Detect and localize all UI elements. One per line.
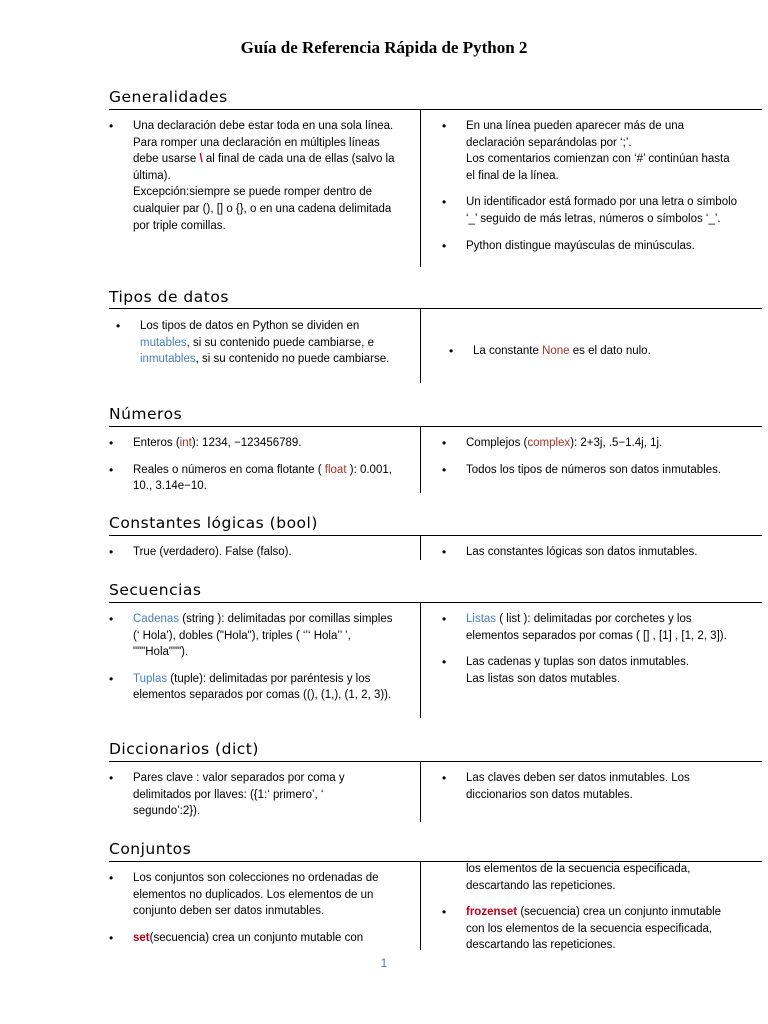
list-item: • Las claves deben ser datos inmutables. Los diccionarios son datos mutables. [466, 770, 738, 803]
heading-diccionarios: Diccionarios (dict) [109, 740, 259, 758]
heading-tipos: Tipos de datos [109, 288, 229, 306]
rule-diccionarios [109, 761, 762, 762]
divider-tipos [420, 309, 421, 383]
list-item: • Reales o números en coma flotante ( float ): 0.001, 10., 3.14e−10. [133, 462, 403, 495]
divider-numeros [420, 427, 421, 493]
heading-generalidades: Generalidades [109, 88, 228, 106]
list-item: • Un identificador está formado por una letra o símbolo ‘_’ seguido de más letras, números o símbolos ‘_’. [466, 194, 741, 227]
list-item: • Los tipos de datos en Python se dividen en mutables, si su contenido puede cambiarse, e inmutables, si su contenido no puede cambiarse. [140, 318, 400, 368]
rule-constantes [109, 535, 762, 536]
list-item: • set(secuencia) crea un conjunto mutable con [133, 930, 398, 947]
conjuntos-right [466, 861, 738, 964]
heading-secuencias: Secuencias [109, 581, 202, 599]
tipos-right [473, 343, 743, 370]
list-item: • Enteros (int): 1234, −123456789. [133, 435, 403, 452]
list-item: • Los conjuntos son colecciones no ordenadas de elementos no duplicados. Los elementos de un conjunto deben ser datos inmutables. [133, 870, 398, 920]
list-item: • Python distingue mayúsculas de minúsculas. [466, 238, 741, 255]
heading-constantes: Constantes lógicas (bool) [109, 514, 318, 532]
divider-conjuntos [420, 862, 421, 950]
tipos-left [140, 318, 400, 378]
secuencias-right [466, 611, 738, 697]
list-item: • La constante None es el dato nulo. [473, 343, 743, 360]
rule-tipos [109, 308, 762, 309]
list-item: los elementos de la secuencia especificada, descartando las repeticiones. [466, 863, 691, 892]
divider-diccionarios [420, 762, 421, 822]
constantes-right [466, 544, 756, 571]
list-item: • Listas ( list ): delimitadas por corchetes y los elementos separados por comas ( [] , [1] , [1, 2, 3]). [466, 611, 738, 644]
rule-numeros [109, 426, 762, 427]
heading-conjuntos: Conjuntos [109, 840, 192, 858]
diccionarios-right [466, 770, 738, 813]
page-number: 1 [380, 956, 388, 970]
conjuntos-left [133, 870, 398, 956]
page-title: Guía de Referencia Rápida de Python 2 [240, 38, 528, 57]
numeros-right [466, 435, 726, 488]
list-item: • True (verdadero). False (falso). [133, 544, 403, 561]
constantes-left [133, 544, 403, 571]
list-item: • Tuplas (tuple): delimitadas por paréntesis y los elementos separados por comas ((), (1,), (1, 2, 3)). [133, 671, 398, 704]
rule-secuencias [109, 602, 762, 603]
generalidades-left [133, 118, 403, 244]
list-item: • En una línea pueden aparecer más de una declaración separándolas por ‘;’. Los comentarios comienzan con ‘#’ continúan hasta el final de la línea. [466, 118, 741, 184]
list-item: • Las constantes lógicas son datos inmutables. [466, 544, 756, 561]
list-item: • Las cadenas y tuplas son datos inmutables. Las listas son datos mutables. [466, 654, 738, 687]
list-item: • Complejos (complex): 2+3j, .5−1.4j, 1j. [466, 435, 726, 452]
heading-numeros: Números [109, 405, 183, 423]
secuencias-left [133, 611, 398, 714]
divider-generalidades [420, 110, 421, 267]
divider-secuencias [420, 603, 421, 718]
list-item: • Todos los tipos de números son datos inmutables. [466, 462, 726, 479]
rule-generalidades [109, 109, 762, 110]
list-item: • Una declaración debe estar toda en una sola línea. Para romper una declaración en múltiples líneas debe usarse \ al final de cada una de ellas (salvo la última). Excepción:siempre se puede romper dentro de cualquier par (), [] o {}, o en una cadena delimitada por triple comillas. [133, 118, 403, 234]
divider-constantes [420, 536, 421, 560]
numeros-left [133, 435, 403, 505]
list-item: • frozenset (secuencia) crea un conjunto inmutable con los elementos de la secuencia especificada, descartando las repeticiones. [466, 904, 738, 954]
generalidades-right [466, 118, 741, 264]
list-item: • Cadenas (string ): delimitadas por comillas simples (‘ Hola’), dobles ("Hola"), triples ( ‘’‘ Hola’’ ’, """Hola"""). [133, 611, 398, 661]
list-item: • Pares clave : valor separados por coma y delimitados por llaves: ({1:‘ primero’, ‘ segundo’:2}). [133, 770, 388, 820]
diccionarios-left [133, 770, 388, 830]
